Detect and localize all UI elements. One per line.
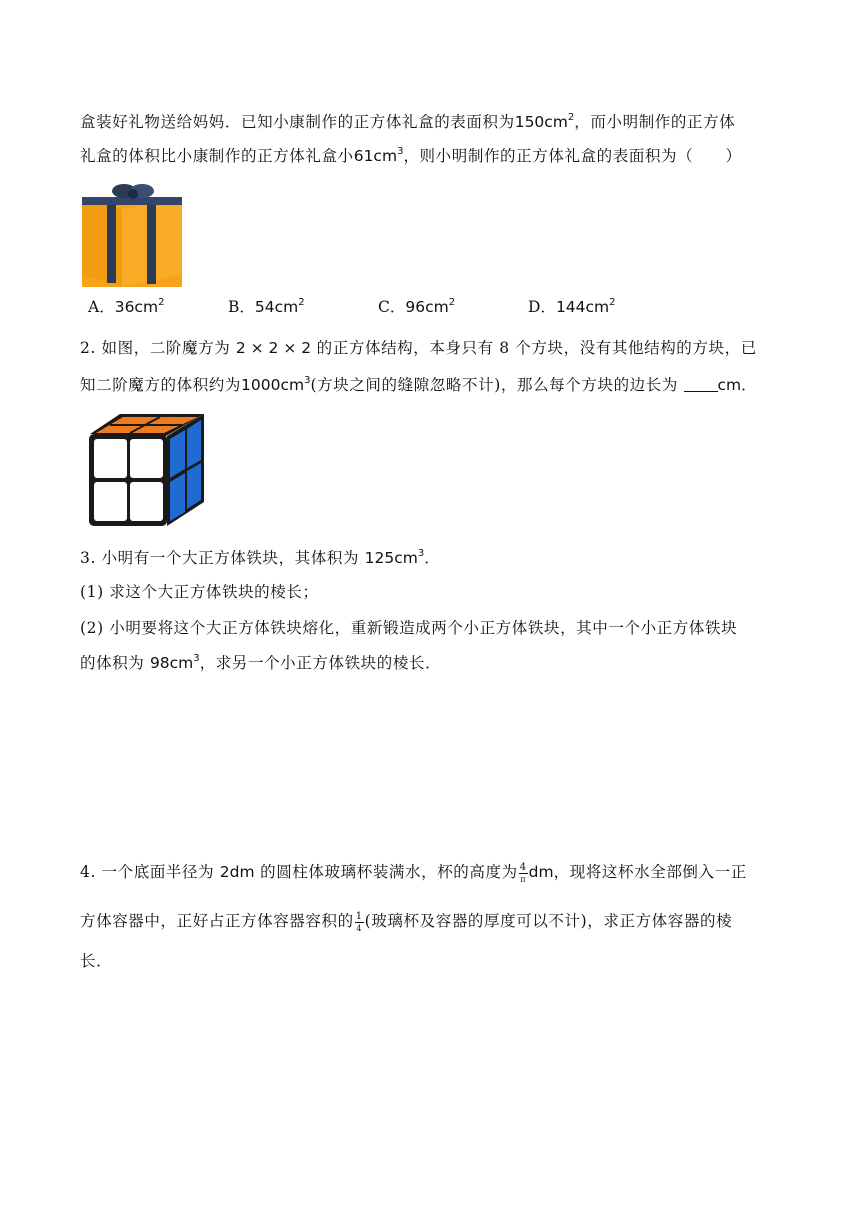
q3-part-2-line-1: (2) 小明要将这个大正方体铁块熔化，重新锻造成两个小正方体铁块，其中一个小正方体铁块 — [80, 619, 738, 637]
q3-text-line-1: 3. 小明有一个大正方体铁块，其体积为 $125cm^3$． — [80, 548, 441, 567]
q4-text-line-1: 4. 一个底面半径为 2dm 的圆柱体玻璃杯装满水，杯的高度为 $\frac{4}{\pi}$ dm，现将这杯水全部倒入一正 — [80, 861, 747, 884]
fraction-four-over-pi: $\frac{4}{\pi}$ — [519, 861, 527, 884]
q4-text-line-3: 长． — [80, 952, 113, 970]
fraction-one-quarter: $\frac{1}{4}$ — [355, 910, 363, 933]
q1-text-line-1: 盒装好礼物送给妈妈．已知小康制作的正方体礼盒的表面积为$150cm^2$，而小明制作的正方体 — [80, 112, 736, 131]
q1-option-a: A．$36cm^2$ — [88, 297, 165, 316]
q3-part-1: (1) 求这个大正方体铁块的棱长； — [80, 583, 319, 601]
q4-text-line-2: 方体容器中，正好占正方体容器容积的 $\frac{1}{4}$ (玻璃杯及容器的厚度可以不计)，求正方体容器的棱 — [80, 910, 733, 933]
gift-box-image — [80, 183, 184, 287]
q1-option-c: C．$96cm^2$ — [378, 297, 456, 316]
rubiks-cube-image — [86, 412, 206, 528]
q1-option-b: B．$54cm^2$ — [228, 297, 305, 316]
q2-text-line-1: 2. 如图，二阶魔方为 2 × 2 × 2 的正方体结构，本身只有 8 个方块，没有其他结构的方块，已 — [80, 339, 757, 357]
answer-blank — [684, 377, 718, 392]
q2-text-line-2: 知二阶魔方的体积约为$1000cm^3$(方块之间的缝隙忽略不计)，那么每个方块的边长为 cm． — [80, 375, 757, 394]
q1-option-d: D．$144cm^2$ — [528, 297, 616, 316]
q3-part-2-line-2: 的体积为 $98cm^3$，求另一个小正方体铁块的棱长． — [80, 653, 442, 672]
q1-text-line-2: 礼盒的体积比小康制作的正方体礼盒小$61cm^3$，则小明制作的正方体礼盒的表面积为（ ） — [80, 146, 742, 165]
